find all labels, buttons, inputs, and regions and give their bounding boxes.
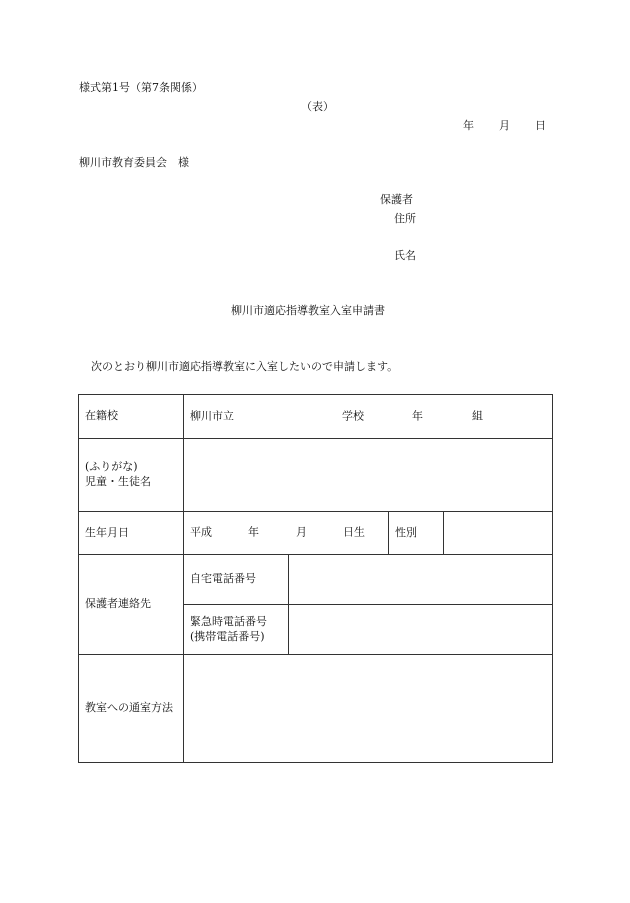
intro-text: 次のとおり柳川市適応指導教室に入室したいので申請します。 bbox=[91, 360, 399, 373]
addressee: 柳川市教育委員会 様 bbox=[79, 156, 189, 169]
contact-row-home bbox=[79, 555, 553, 605]
emergency-phone-label: 緊急時電話番号 bbox=[190, 614, 267, 628]
school-label: 在籍校 bbox=[79, 395, 184, 439]
mobile-phone-label: (携帯電話番号) bbox=[190, 629, 265, 643]
school-suffix: 学校 bbox=[342, 409, 364, 423]
class-label: 組 bbox=[472, 409, 483, 423]
commute-field[interactable] bbox=[184, 655, 553, 763]
student-name-label: 児童・生徒名 bbox=[85, 475, 151, 488]
emergency-phone-field[interactable] bbox=[289, 605, 553, 655]
school-row bbox=[79, 395, 553, 439]
student-row bbox=[79, 439, 553, 512]
emergency-phone-label-cell bbox=[184, 605, 289, 655]
grade-label: 年 bbox=[412, 409, 423, 423]
date-year-label: 年 bbox=[463, 119, 474, 132]
contact-label: 保護者連絡先 bbox=[79, 555, 184, 655]
birth-date-field[interactable] bbox=[184, 512, 389, 555]
birth-month-label: 月 bbox=[296, 525, 307, 539]
home-phone-field[interactable] bbox=[289, 555, 553, 605]
date-month-label: 月 bbox=[499, 119, 510, 132]
student-label-cell bbox=[79, 439, 184, 512]
home-phone-label: 自宅電話番号 bbox=[184, 555, 289, 605]
guardian-address-label: 住所 bbox=[394, 212, 416, 225]
student-name-field[interactable] bbox=[184, 439, 553, 512]
document-title: 柳川市適応指導教室入室申請書 bbox=[231, 304, 385, 317]
gender-field[interactable] bbox=[444, 512, 553, 555]
guardian-title: 保護者 bbox=[380, 193, 413, 206]
application-table bbox=[78, 394, 553, 763]
commute-row bbox=[79, 655, 553, 763]
furigana-label: (ふりがな) bbox=[85, 460, 138, 474]
form-side-label: （表） bbox=[301, 100, 334, 113]
school-field[interactable] bbox=[184, 395, 553, 439]
guardian-name-label: 氏名 bbox=[394, 249, 416, 262]
birth-label: 生年月日 bbox=[79, 512, 184, 555]
form-number: 様式第1号（第7条関係） bbox=[79, 81, 203, 94]
gender-label: 性別 bbox=[389, 512, 444, 555]
school-city: 柳川市立 bbox=[190, 409, 234, 423]
birth-row bbox=[79, 512, 553, 555]
date-day-label: 日 bbox=[535, 119, 546, 132]
commute-label: 教室への通室方法 bbox=[79, 655, 184, 763]
birth-year-label: 年 bbox=[248, 525, 259, 539]
birth-day-label: 日生 bbox=[343, 525, 365, 539]
era-label: 平成 bbox=[190, 525, 212, 539]
